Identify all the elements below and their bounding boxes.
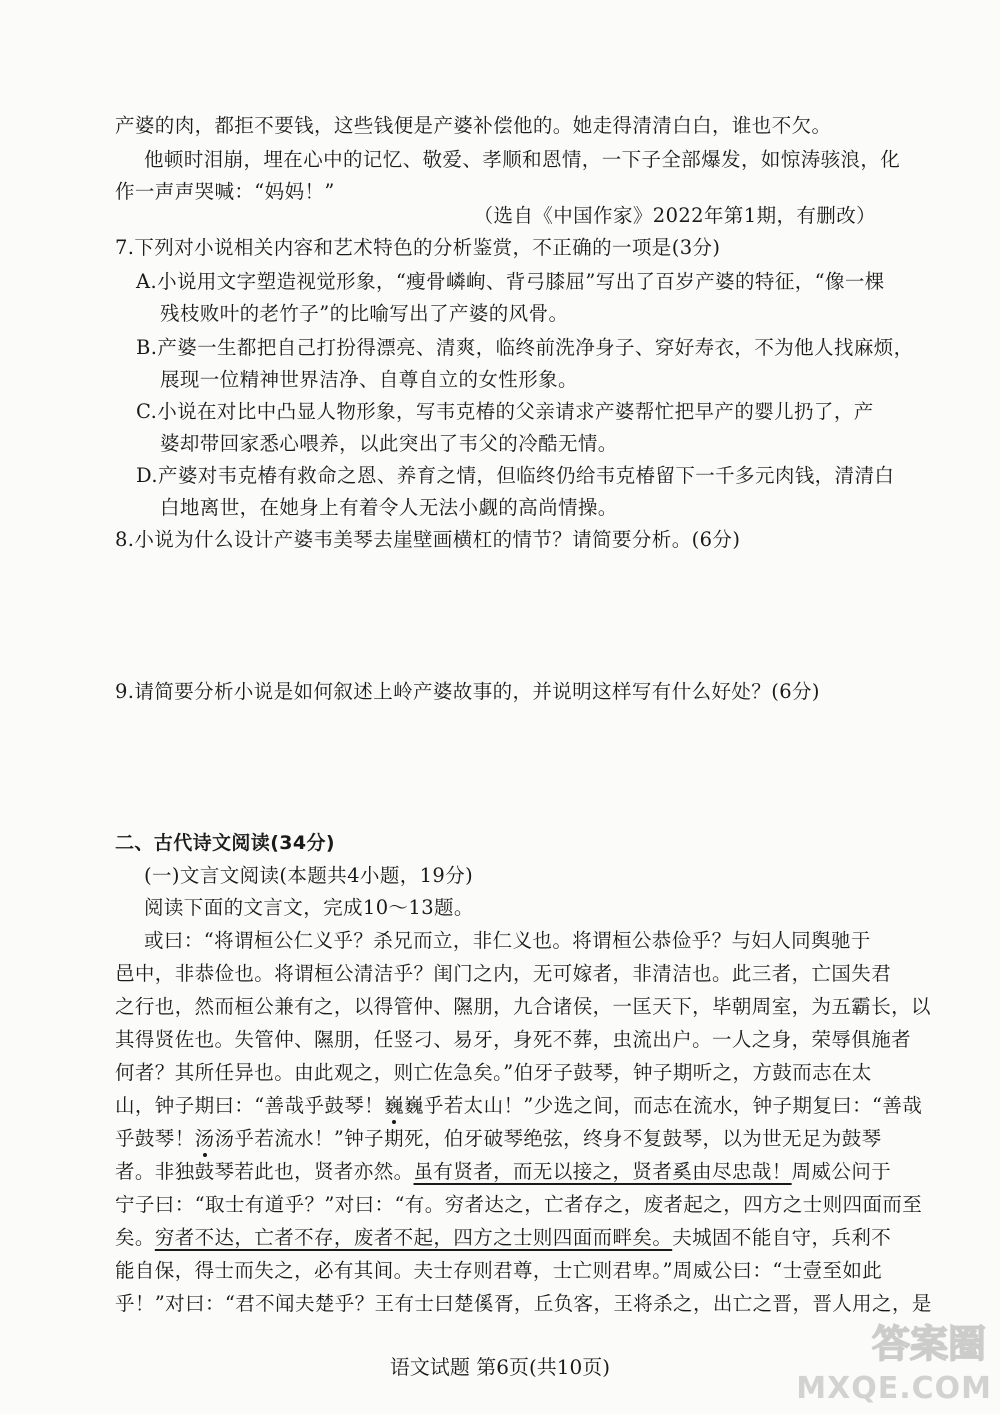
line-7-part-a: 乎鼓琴！ (115, 1127, 195, 1150)
question-7-option-b-line-1: B.产婆一生都把自己打扮得漂亮、清爽，临终前洗净身子、穿好寿衣，不为他人找麻烦， (136, 336, 914, 359)
question-7-option-c-line-2: 婆却带回家悉心喂养，以此突出了韦父的冷酷无情。 (160, 432, 618, 455)
classical-text-line-7 (115, 1129, 882, 1149)
passage-line-1: 产婆的肉，都拒不要钱，这些钱便是产婆补偿他的。她走得清清白白，谁也不欠。 (115, 114, 832, 137)
line-7-part-b: 汤乎若流水！”钟子期死，伯牙破琴绝弦，终身不复鼓琴，以为世无足为鼓琴 (214, 1127, 882, 1150)
question-7-option-b-line-2: 展现一位精神世界洁净、自尊自立的女性形象。 (160, 368, 578, 391)
classical-text-line-10 (115, 1228, 891, 1248)
section-2-instruction: 阅读下面的文言文，完成10～13题。 (144, 896, 474, 919)
classical-text-line-3: 之行也，然而桓公兼有之，以得管仲、隰朋，九合诸侯，一匡天下，毕朝周室，为五霸长，以 (115, 995, 931, 1018)
classical-text-line-8 (115, 1162, 891, 1182)
underlined-sentence-1: 虽有贤者，而无以接之，贤者奚由尽忠哉！ (413, 1160, 792, 1183)
watermark-logo-text: 答案圈 (871, 1322, 986, 1366)
classical-text-line-9: 宁子曰：“取士有道乎？”对曰：“有。穷者达之，亡者存之，废者起之，四方之士则四面而至 (115, 1193, 923, 1216)
emphasis-dot-char: 汤 (194, 1127, 215, 1150)
classical-text-line-11: 能自保，得士而失之，必有其间。夫士存则君尊，士亡则君卑。”周威公曰：“士壹至如此 (115, 1259, 883, 1282)
classical-text-line-6 (115, 1096, 922, 1116)
classical-text-line-1: 或曰：“将谓桓公仁义乎？杀兄而立，非仁义也。将谓桓公恭俭乎？与妇人同舆驰于 (144, 929, 871, 952)
section-2-title: 二、古代诗文阅读(34分) (115, 832, 336, 854)
classical-text-line-5: 何者？其所任异也。由此观之，则亡佐急矣。”伯牙子鼓琴，钟子期听之，方鼓而志在太 (115, 1061, 872, 1084)
page-footer: 语文试题 第6页(共10页) (389, 1355, 611, 1379)
line-10-part-a: 矣。 (115, 1226, 155, 1249)
underlined-sentence-2: 穷者不达，亡者不存，废者不起，四方之士则四面而畔矣。 (154, 1226, 673, 1249)
question-7-option-a-line-2: 残枝败叶的老竹子”的比喻写出了产婆的风骨。 (160, 302, 569, 325)
question-9: 9.请简要分析小说是如何叙述上岭产婆故事的，并说明这样写有什么好处？(6分) (115, 680, 820, 703)
question-7-option-a-line-1: A.小说用文字塑造视觉形象，“瘦骨嶙峋、背弓膝屈”写出了百岁产婆的特征，“像一棵 (136, 270, 885, 293)
line-8-part-a: 者。非独鼓琴若此也，贤者亦然。 (115, 1160, 414, 1183)
classical-text-line-12: 乎！”对曰：“君不闻夫楚乎？王有士曰楚傒胥，丘负客，王将杀之，出亡之晋，晋人用之，是 (115, 1292, 932, 1315)
question-7-option-d-line-1: D.产婆对韦克椿有救命之恩、养育之情，但临终仍给韦克椿留下一千多元肉钱，清清白 (136, 464, 895, 487)
passage-line-2: 他顿时泪崩，埋在心中的记忆、敬爱、孝顺和恩情，一下子全部爆发，如惊涛骇浪，化 (144, 148, 901, 171)
question-7-option-d-line-2: 白地离世，在她身上有着令人无法小觑的高尚情操。 (160, 496, 618, 519)
question-7-option-c-line-1: C.小说在对比中凸显人物形象，写韦克椿的父亲请求产婆帮忙把早产的婴儿扔了，产 (136, 400, 874, 423)
classical-text-line-4: 其得贤佐也。失管仲、隰朋，任竖刁、易牙，身死不葬，虫流出户。一人之身，荣辱俱施者 (115, 1028, 912, 1051)
watermark-url-text: MXQE.COM (796, 1371, 992, 1406)
classical-text-line-2: 邑中，非恭俭也。将谓桓公清洁乎？闺门之内，无可嫁者，非清洁也。此三者，亡国失君 (115, 962, 892, 985)
question-8: 8.小说为什么设计产婆韦美琴去崖壁画横杠的情节？请简要分析。(6分) (115, 528, 741, 551)
question-7-stem: 7.下列对小说相关内容和艺术特色的分析鉴赏，不正确的一项是(3分) (115, 236, 721, 259)
site-watermark (796, 1316, 992, 1406)
section-2-subtitle: (一)文言文阅读(本题共4小题，19分) (144, 864, 474, 887)
emphasis-dot-char: 巍 (384, 1094, 404, 1117)
line-6-part-a: 山，钟子期曰：“善哉乎鼓琴！ (115, 1094, 385, 1117)
line-8-part-b: 周威公问于 (791, 1160, 892, 1183)
line-10-part-b: 夫城固不能自守，兵利不 (672, 1226, 892, 1249)
passage-line-3: 作一声声哭喊：“妈妈！” (115, 180, 335, 203)
passage-source: （选自《中国作家》2022年第1期，有删改） (473, 204, 876, 227)
line-6-part-b: 巍乎若太山！”少选之间，而志在流水，钟子期复曰：“善哉 (403, 1094, 923, 1117)
